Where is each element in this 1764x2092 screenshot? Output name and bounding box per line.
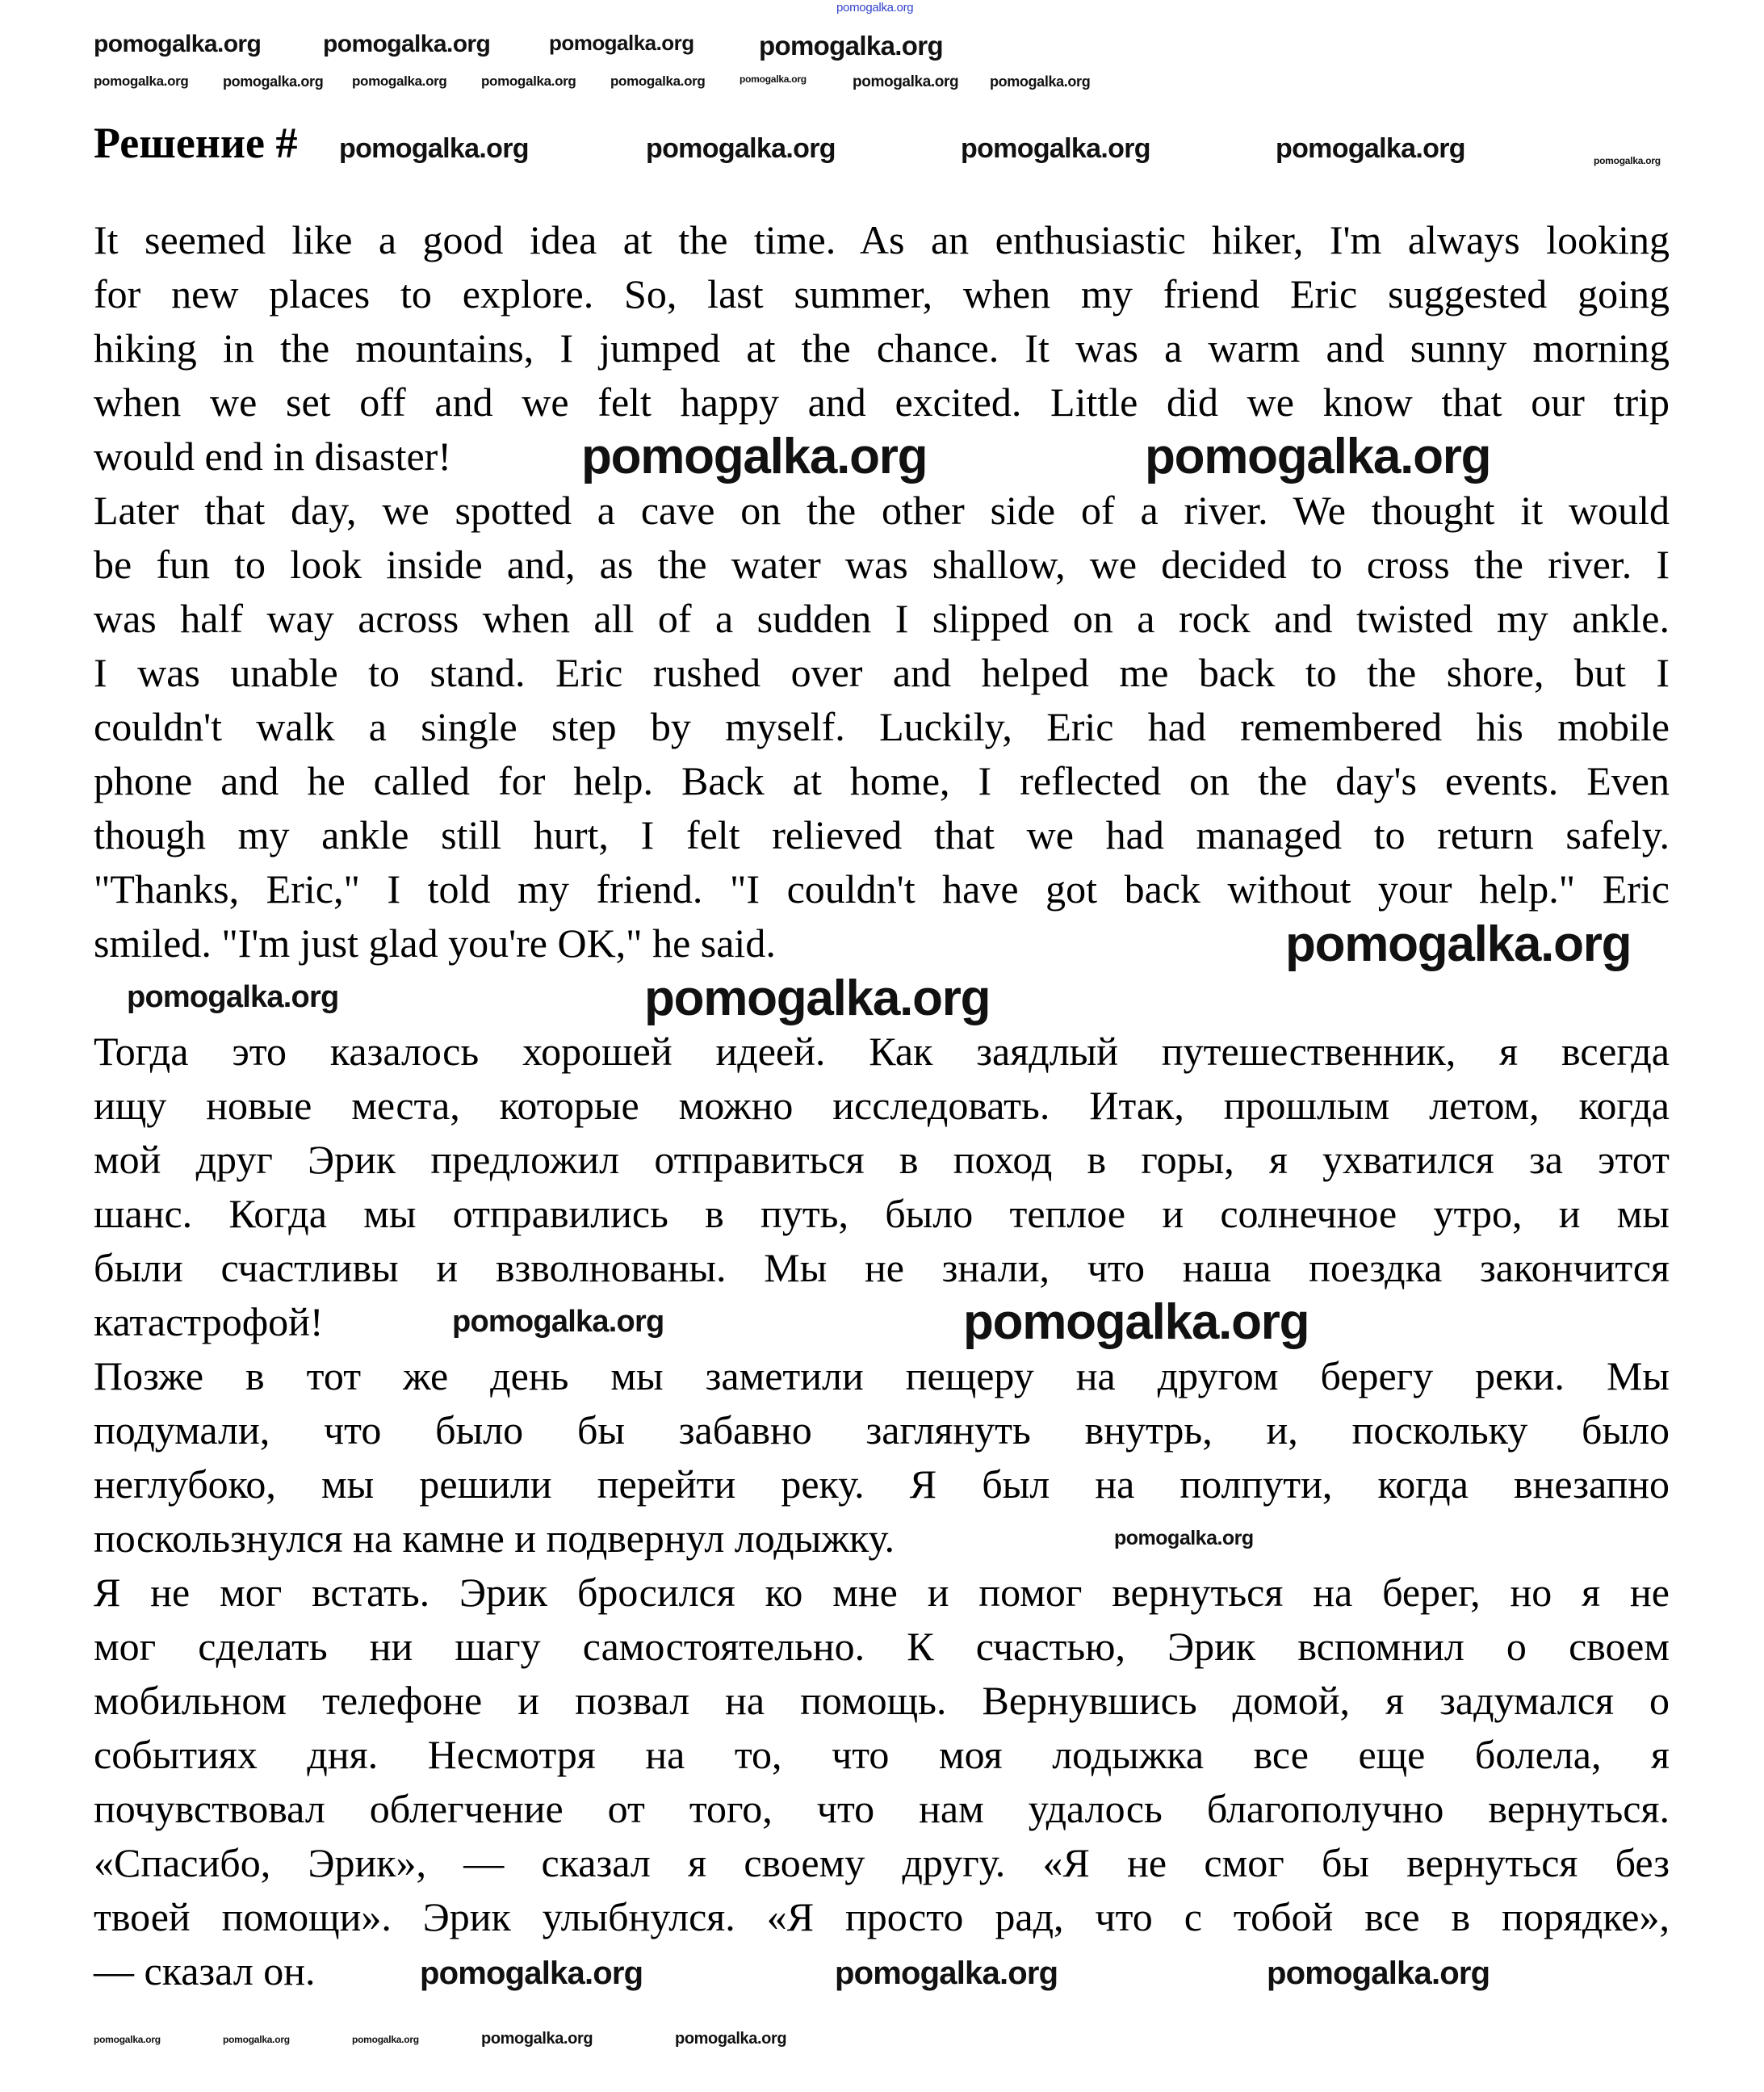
text-line-content: hiking in the mountains, I jumped at the chance. It was a warm and sunny morning	[94, 325, 1670, 371]
text-line	[94, 700, 1670, 754]
text-line	[94, 1836, 1670, 1890]
text-line	[94, 1566, 1670, 1620]
text-line	[94, 267, 1670, 321]
watermark: pomogalka.org	[1594, 155, 1661, 166]
watermark: pomogalka.org	[759, 31, 943, 61]
text-line-content: though my ankle still hurt, I felt relieved that we had managed to return safely.	[94, 812, 1670, 857]
text-line-content: — сказал он.	[94, 1948, 316, 1993]
watermark: pomogalka.org	[323, 31, 491, 57]
text-line	[94, 1133, 1670, 1187]
text-line	[94, 754, 1670, 808]
text-line-content: phone and he called for help. Back at home, I reflected on the day's events. Even	[94, 758, 1670, 803]
text-line-content: мой друг Эрик предложил отправиться в поход в горы, я ухватился за этот	[94, 1137, 1670, 1182]
text-line-content: поскользнулся на камне и подвернул лодыжку.	[94, 1516, 895, 1561]
text-line-content: couldn't walk a single step by myself. Luckily, Eric had remembered his mobile	[94, 704, 1670, 749]
watermark: pomogalka.org	[644, 971, 991, 1026]
paragraph	[94, 1566, 1670, 1998]
watermark: pomogalka.org	[352, 73, 447, 89]
watermark: pomogalka.org	[990, 73, 1091, 90]
watermark: pomogalka.org	[1114, 1527, 1254, 1549]
text-line-content: мобильном телефоне и позвал на помощь. Вернувшись домой, я задумался о	[94, 1678, 1670, 1723]
watermark: pomogalka.org	[853, 73, 959, 90]
text-line-content: would end in disaster!	[94, 434, 451, 479]
watermark: pomogalka.org	[127, 980, 339, 1014]
text-line-content: катастрофой!	[94, 1299, 324, 1344]
text-line-content: событиях дня. Несмотря на то, что моя лодыжка все еще болела, я	[94, 1732, 1670, 1777]
watermark: pomogalka.org	[452, 1305, 664, 1339]
text-line-content: was half way across when all of a sudden I slipped on a rock and twisted my ankle.	[94, 596, 1670, 641]
watermark: pomogalka.org	[481, 2030, 593, 2048]
text-line	[94, 213, 1670, 267]
watermark: pomogalka.org	[1276, 133, 1465, 164]
text-line-content: шанс. Когда мы отправились в путь, было теплое и солнечное утро, и мы	[94, 1191, 1670, 1236]
text-line	[94, 1079, 1670, 1133]
watermark: pomogalka.org	[549, 31, 694, 55]
watermark: pomogalka.org	[420, 1956, 643, 1991]
watermark: pomogalka.org	[223, 73, 324, 90]
watermark: pomogalka.org	[94, 73, 189, 89]
watermark: pomogalka.org	[352, 2034, 419, 2045]
text-line	[94, 1890, 1670, 1944]
text-line-content: неглубоко, мы решили перейти реку. Я был на полпути, когда внезапно	[94, 1461, 1670, 1507]
text-line-content: Я не мог встать. Эрик бросился ко мне и помог вернуться на берег, но я не	[94, 1570, 1670, 1615]
text-line-content: мог сделать ни шагу самостоятельно. К счастью, Эрик вспомнил о своем	[94, 1624, 1670, 1669]
text-line	[94, 484, 1670, 538]
watermark-link[interactable]: pomogalka.org	[836, 1, 914, 15]
text-line-content: be fun to look inside and, as the water was shallow, we decided to cross the river. I	[94, 542, 1670, 587]
text-line-content: "Thanks, Eric," I told my friend. "I couldn't have got back without your help." Eric	[94, 866, 1670, 912]
text-line	[94, 1241, 1670, 1295]
watermark: pomogalka.org	[963, 1294, 1309, 1350]
text-line-content: твоей помощи». Эрик улыбнулся. «Я просто рад, что с тобой все в порядке»,	[94, 1894, 1670, 1939]
watermark: pomogalka.org	[610, 73, 706, 89]
text-line	[94, 1295, 1670, 1349]
text-line	[94, 1025, 1670, 1079]
text-line-content: smiled. "I'm just glad you're OK," he said.	[94, 920, 776, 966]
watermark: pomogalka.org	[223, 2034, 290, 2045]
text-line	[94, 1511, 1670, 1566]
text-line-content: Позже в тот же день мы заметили пещеру на другом берегу реки. Мы	[94, 1353, 1670, 1398]
text-line	[94, 375, 1670, 430]
text-line	[94, 1620, 1670, 1674]
text-line	[94, 862, 1670, 916]
paragraph	[94, 1025, 1670, 1349]
paragraph	[94, 484, 1670, 971]
text-line-content: when we set off and we felt happy and excited. Little did we know that our trip	[94, 379, 1670, 425]
watermark: pomogalka.org	[1267, 1956, 1490, 1991]
watermark: pomogalka.org	[481, 73, 576, 89]
text-line	[94, 1187, 1670, 1241]
text-line-content: I was unable to stand. Eric rushed over and helped me back to the shore, but I	[94, 650, 1670, 695]
watermark: pomogalka.org	[740, 73, 807, 85]
text-line-content: Later that day, we spotted a cave on the other side of a river. We thought it would	[94, 488, 1670, 533]
watermark: pomogalka.org	[675, 2030, 787, 2048]
text-line	[94, 808, 1670, 862]
watermark: pomogalka.org	[94, 2034, 161, 2045]
text-line-content: почувствовал облегчение от того, что нам удалось благополучно вернуться.	[94, 1786, 1670, 1831]
text-line	[94, 538, 1670, 592]
watermark: pomogalka.org	[339, 133, 529, 164]
watermark: pomogalka.org	[646, 133, 836, 164]
text-line	[94, 1403, 1670, 1457]
text-line	[94, 1728, 1670, 1782]
watermark: pomogalka.org	[961, 133, 1150, 164]
watermark: pomogalka.org	[581, 429, 928, 484]
text-line	[94, 646, 1670, 700]
watermark: pomogalka.org	[1285, 916, 1632, 972]
watermark: pomogalka.org	[835, 1956, 1058, 1991]
text-line	[94, 1782, 1670, 1836]
text-line-content: It seemed like a good idea at the time. As an enthusiastic hiker, I'm always looking	[94, 217, 1670, 262]
text-line	[94, 1349, 1670, 1403]
text-line-content: подумали, что было бы забавно заглянуть внутрь, и, поскольку было	[94, 1407, 1670, 1453]
text-line	[94, 1457, 1670, 1511]
text-line	[94, 592, 1670, 646]
text-line-content: for new places to explore. So, last summer, when my friend Eric suggested going	[94, 271, 1670, 317]
paragraph	[94, 1349, 1670, 1566]
text-line-content: ищу новые места, которые можно исследовать. Итак, прошлым летом, когда	[94, 1083, 1670, 1128]
watermark: pomogalka.org	[94, 31, 262, 57]
page-title: Решение #	[94, 119, 298, 167]
text-line-content: «Спасибо, Эрик», — сказал я своему другу. «Я не смог бы вернуться без	[94, 1840, 1670, 1885]
text-line	[94, 321, 1670, 375]
text-line-content: Тогда это казалось хорошей идеей. Как заядлый путешественник, я всегда	[94, 1029, 1670, 1074]
text-line-content: были счастливы и взволнованы. Мы не знали, что наша поездка закончится	[94, 1245, 1670, 1290]
text-line	[94, 1674, 1670, 1728]
watermark: pomogalka.org	[1145, 429, 1491, 484]
